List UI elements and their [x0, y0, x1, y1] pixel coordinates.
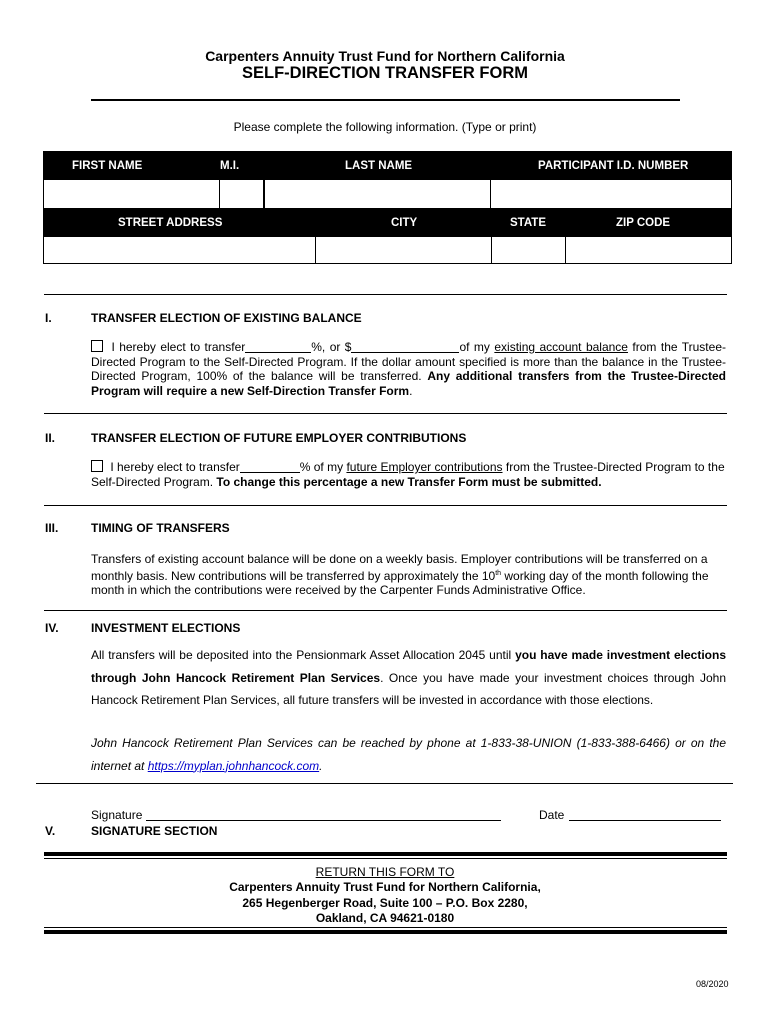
percent-blank[interactable]	[245, 341, 311, 353]
instruction-text: Please complete the following information. (Type or print)	[233, 120, 537, 134]
section-2-title: TRANSFER ELECTION OF FUTURE EMPLOYER CONTRIBUTIONS	[91, 431, 467, 445]
city-header: CITY	[316, 209, 492, 237]
date-label: Date	[539, 808, 565, 822]
return-address-line-1: Carpenters Annuity Trust Fund for Northern California,	[229, 880, 541, 894]
section-1-number: I.	[45, 311, 52, 325]
last-name-header: LAST NAME	[265, 152, 491, 180]
form-title: SELF-DIRECTION TRANSFER FORM	[242, 64, 528, 82]
section-divider-4	[44, 610, 727, 611]
return-label: RETURN THIS FORM TO	[315, 865, 455, 879]
future-percent-blank[interactable]	[240, 461, 300, 473]
zip-code-field[interactable]	[566, 237, 732, 264]
existing-balance-checkbox[interactable]	[91, 340, 103, 352]
section-divider-5	[36, 783, 733, 784]
first-name-field[interactable]	[44, 180, 220, 210]
john-hancock-link[interactable]: https://myplan.johnhancock.com	[147, 758, 320, 773]
participant-id-header: PARTICIPANT I.D. NUMBER	[491, 152, 732, 180]
footer-top-thin-rule	[44, 858, 727, 859]
section-divider-2	[44, 413, 727, 414]
section-3-number: III.	[45, 521, 59, 535]
first-name-header: FIRST NAME	[44, 152, 220, 180]
address-info-table	[43, 208, 732, 264]
section-1-text: I hereby elect to transfer %, or $ of my existing account balance from the Trustee-Directed Program to the Self-Directed Program. If the dollar amount specified is more than the balance in the Trustee-Directed Program, 100% of the balance will be transferred. Any additional transfers from the Trustee-Directed Program will require a new Self-Direction Transfer Form.	[91, 340, 726, 398]
street-address-header: STREET ADDRESS	[44, 209, 316, 237]
state-field[interactable]	[492, 237, 566, 264]
future-contributions-checkbox[interactable]	[91, 460, 103, 472]
street-address-field[interactable]	[44, 237, 316, 264]
footer-top-thick-rule	[44, 852, 727, 856]
section-4-text: All transfers will be deposited into the Pensionmark Asset Allocation 2045 until you have made investment elections through John Hancock Retirement Plan Services. Once you have made your investment choices through John Hancock Retirement Plan Services, all future transfers will be invested in accordance with those elections.	[91, 648, 727, 707]
section-divider-1	[44, 294, 727, 295]
date-line[interactable]	[569, 820, 721, 821]
section-divider-3	[44, 505, 727, 506]
title-divider	[91, 99, 680, 101]
last-name-field[interactable]	[265, 180, 491, 210]
return-address-line-3: Oakland, CA 94621-0180	[315, 911, 455, 925]
mi-header: M.I.	[220, 152, 265, 180]
section-2-text: I hereby elect to transfer % of my future Employer contributions from the Trustee-Directed Program to the Self-Directed Program. To change this percentage a new Transfer Form must be submitted.	[91, 460, 725, 489]
return-address-line-2: 265 Hegenberger Road, Suite 100 – P.O. Box 2280,	[242, 896, 528, 910]
section-4-title: INVESTMENT ELECTIONS	[91, 621, 241, 635]
form-version: 08/2020	[696, 979, 729, 989]
participant-id-field[interactable]	[491, 180, 732, 210]
mi-field-divider	[263, 179, 264, 208]
section-3-text: Transfers of existing account balance will be done on a weekly basis. Employer contributions will be transferred on a monthly basis. New contributions will be transferred by approximately the 10th working day of the month following the month in which the contributions were received by the Carpenter Funds Administrative Office.	[91, 552, 709, 597]
section-4-number: IV.	[45, 621, 59, 635]
state-header: STATE	[492, 209, 566, 237]
mi-field[interactable]	[220, 180, 265, 210]
footer-bottom-thick-rule	[44, 930, 727, 934]
signature-line[interactable]	[146, 820, 501, 821]
section-3-title: TIMING OF TRANSFERS	[91, 521, 230, 535]
dollar-amount-blank[interactable]	[351, 341, 459, 353]
section-5-number: V.	[45, 824, 56, 838]
org-title: Carpenters Annuity Trust Fund for Northern California	[205, 48, 565, 64]
zip-code-header: ZIP CODE	[566, 209, 732, 237]
section-4-contact-text: John Hancock Retirement Plan Services can be reached by phone at 1-833-38-UNION (1-833-388-6466) or on the internet at https://myplan.johnhancock.com.	[91, 736, 726, 773]
section-5-title: SIGNATURE SECTION	[91, 824, 218, 838]
footer-bottom-thin-rule	[44, 927, 727, 928]
section-2-number: II.	[45, 431, 56, 445]
city-field[interactable]	[316, 237, 492, 264]
participant-info-table	[43, 151, 732, 210]
signature-label: Signature	[91, 808, 143, 822]
section-1-title: TRANSFER ELECTION OF EXISTING BALANCE	[91, 311, 362, 325]
